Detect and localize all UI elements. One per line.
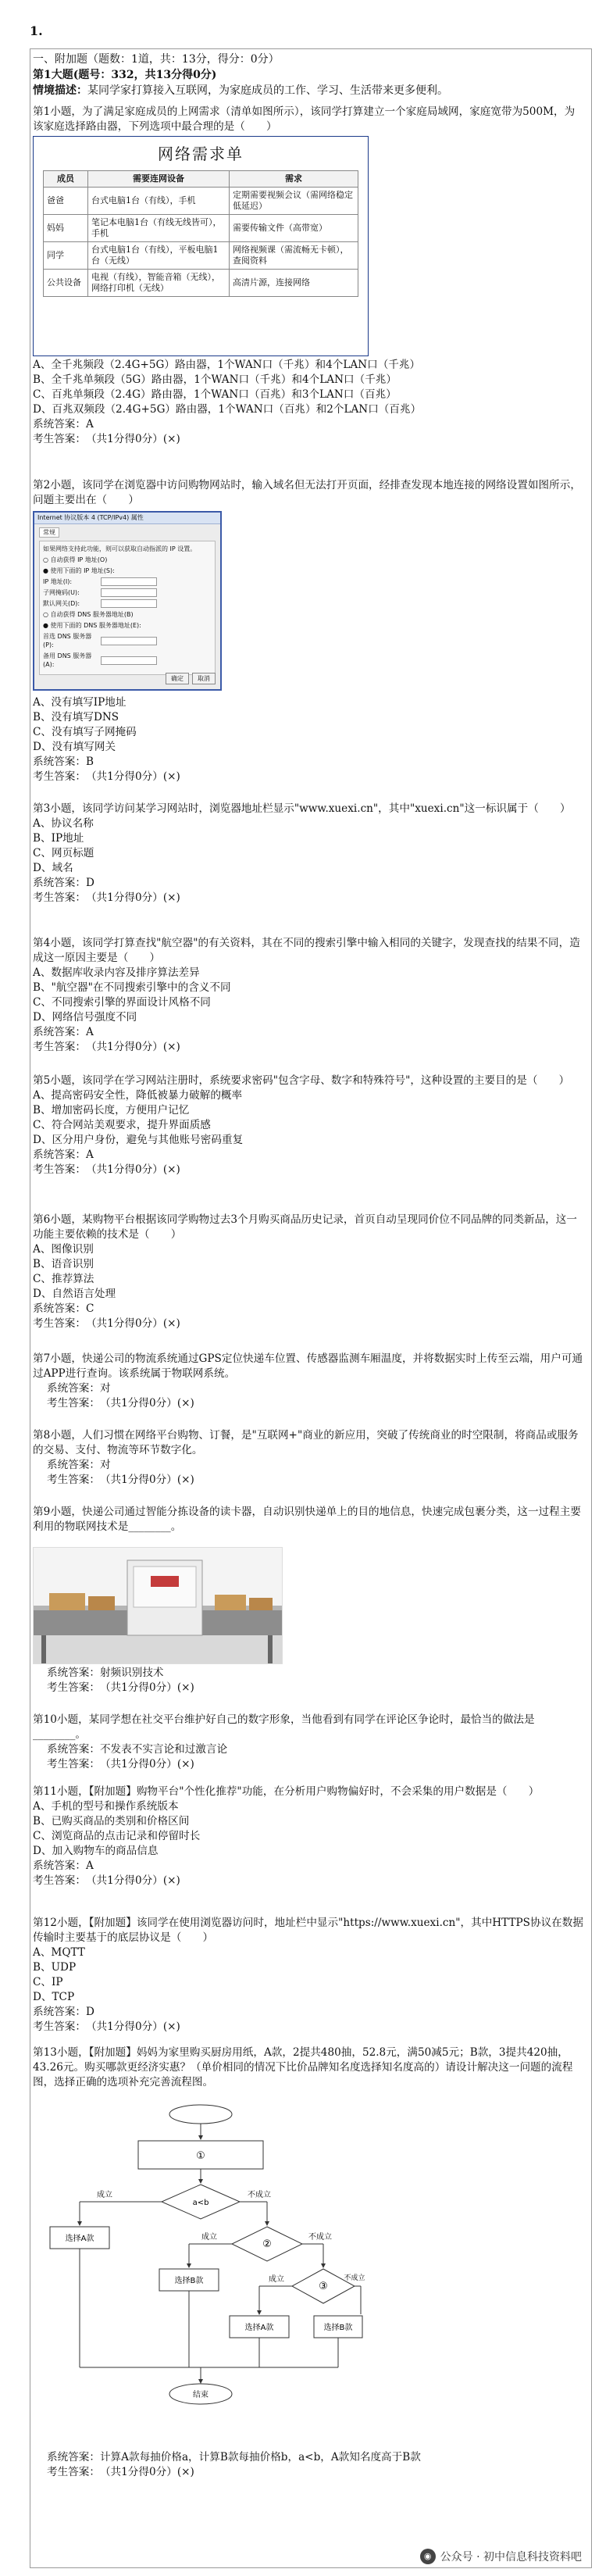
col-device: 需要连网设备: [88, 171, 230, 188]
mask-label: 子网掩码(U):: [43, 589, 80, 596]
student-score: 考生答案： （共1分得0分）(×): [47, 1681, 194, 1694]
option-a: A、没有填写IP地址: [33, 696, 127, 709]
student-score: 考生答案： （共1分得0分）(×): [33, 1874, 180, 1887]
sorting-machine-icon: [34, 1548, 282, 1663]
question-13: [33, 2045, 584, 2090]
option-c: C、符合网站美观要求，提升界面质感: [33, 1119, 211, 1131]
gateway-input: [101, 599, 157, 608]
option-c: C、浏览商品的点击记录和停留时长: [33, 1830, 201, 1842]
option-b: B、没有填写DNS: [33, 711, 119, 723]
student-score: 考生答案： （共1分得0分）(×): [33, 433, 180, 445]
system-answer: 系统答案：D: [33, 877, 94, 889]
cell: 高清片源，连接网络: [230, 270, 358, 297]
question-5: [33, 1074, 584, 1177]
watermark-text: 公众号 · 初中信息科技资料吧: [440, 2551, 582, 2563]
system-answer: 系统答案：A: [33, 1860, 94, 1872]
student-score: 考生答案： （共1分得0分）(×): [47, 1397, 194, 1409]
choose-b2-label: 选择B款: [323, 2324, 353, 2332]
system-answer: 系统答案：A: [33, 1026, 94, 1038]
scenario-label: 情境描述：: [33, 84, 87, 97]
dialog-tab: 常规: [39, 527, 59, 538]
option-b: B、IP地址: [33, 832, 84, 845]
question-3: [33, 802, 584, 906]
cell: 同学: [44, 242, 88, 270]
question-8: [33, 1428, 584, 1488]
option-d: D、百兆双频段（2.4G+5G）路由器，1个WAN口（百兆）和2个LAN口（百兆）: [33, 403, 422, 416]
sorting-machine-photo: [33, 1547, 283, 1664]
system-answer: 系统答案：对: [47, 1459, 111, 1471]
option-c: C、推荐算法: [33, 1273, 94, 1285]
question-10: [33, 1713, 584, 1772]
question-12: [33, 1916, 584, 2035]
dialog-body: [39, 541, 216, 675]
student-score: 考生答案： （共1分得0分）(×): [33, 770, 180, 783]
option-a: A、全千兆频段（2.4G+5G）路由器，1个WAN口（千兆）和4个LAN口（千兆）: [33, 359, 421, 371]
question-7: [33, 1352, 584, 1411]
gateway-label: 默认网关(D):: [43, 600, 80, 607]
q4-stem: 第4小题，该同学打算查找"航空器"的有关资料，其在不同的搜索引擎中输入相同的关键字，发现查找的结果不同，造成这一原因主要是（ ）: [33, 937, 580, 964]
demand-table: [43, 170, 358, 297]
q1-answers: [33, 358, 584, 447]
choose-b-label: 选择B款: [174, 2277, 204, 2285]
tcpip-dialog-figure: [33, 511, 222, 691]
q9-answers: [33, 1666, 584, 1695]
q9-stem: 第9小题，快递公司通过智能分拣设备的读卡器，自动识别快递单上的目的地信息，快速完成包裹分类，这一过程主要利用的物联网技术是________。: [33, 1506, 581, 1533]
yes-label-3: 成立: [269, 2275, 284, 2284]
decision-2-label: ②: [262, 2238, 272, 2250]
table-row: [44, 188, 358, 215]
ip-label: IP 地址(I):: [43, 578, 73, 585]
option-c: C、百兆单频段（2.4G）路由器，1个WAN口（百兆）和3个LAN口（百兆）: [33, 388, 397, 401]
option-c: C、网页标题: [33, 847, 94, 859]
cell: 网络视频课（需流畅无卡顿），查阅资料: [230, 242, 358, 270]
table-row: [44, 215, 358, 242]
watermark: [420, 2549, 582, 2564]
option-d: D、加入购物车的商品信息: [33, 1845, 159, 1857]
option-a: A、手机的型号和操作系统版本: [33, 1800, 179, 1813]
system-answer: 系统答案：B: [33, 756, 94, 768]
no-label-2: 不成立: [308, 2233, 332, 2242]
cell: 需要传输文件（高带宽）: [230, 215, 358, 242]
option-a: A、图像识别: [33, 1243, 94, 1256]
wechat-icon: ◉: [420, 2549, 436, 2564]
student-score: 考生答案： （共1分得0分）(×): [33, 1163, 180, 1176]
question-6: [33, 1213, 584, 1331]
q8-stem: 第8小题，人们习惯在网络平台购物、订餐，是"互联网+"商业的新应用，突破了传统商业的时空限制，将商品或服务的交易、支付、物流等环节数字化。: [33, 1429, 579, 1456]
system-answer: 系统答案：D: [33, 2006, 94, 2018]
student-score: 考生答案： （共1分得0分）(×): [47, 2466, 194, 2478]
cell: 电视（有线），智能音箱（无线），网络打印机（无线）: [88, 270, 230, 297]
option-a: A、数据库收录内容及排序算法差异: [33, 966, 200, 979]
option-b: B、全千兆单频段（5G）路由器，1个WAN口（千兆）和4个LAN口（千兆）: [33, 373, 397, 386]
no-label-3: 不成立: [344, 2274, 365, 2282]
system-answer: 系统答案：对: [47, 1382, 111, 1395]
manual-dns-radio: ● 使用下面的 DNS 服务器地址(E):: [43, 622, 141, 629]
option-a: A、MQTT: [33, 1946, 85, 1959]
q12-stem: 第12小题，【附加题】该同学在使用浏览器访问时，地址栏中显示"https://www.xuexi.cn"，其中HTTPS协议在数据传输时主要基于的底层协议是（ ）: [33, 1917, 583, 1944]
system-answer: 系统答案：计算A款每抽价格a，计算B款每抽价格b，a<b，A款知名度高于B款: [47, 2451, 421, 2463]
option-d: D、没有填写网关: [33, 741, 116, 753]
mask-input: [101, 588, 157, 597]
network-demand-figure: [33, 136, 369, 356]
q11-stem: 第11小题，【附加题】购物平台"个性化推荐"功能，在分析用户购物偏好时，不会采集的用户数据是（ ）: [33, 1785, 540, 1798]
document-number: 1.: [30, 23, 43, 38]
section-title: 一、附加题（题数：1道，共：13分，得分：0分）: [33, 53, 280, 66]
flowchart: [33, 2102, 369, 2414]
student-score: 考生答案： （共1分得0分）(×): [47, 1758, 194, 1770]
figure-title: 网络需求单: [158, 145, 244, 163]
system-answer: 系统答案：A: [33, 1149, 94, 1161]
cell: 公共设备: [44, 270, 88, 297]
dns1-input: [101, 637, 157, 645]
q2-answers: [33, 695, 584, 784]
col-member: 成员: [44, 171, 88, 188]
option-d: D、自然语言处理: [33, 1288, 116, 1300]
q13-answers: [33, 2450, 584, 2480]
question-9: [33, 1505, 584, 1535]
choose-a-label: 选择A款: [65, 2235, 94, 2243]
q1-stem: 第1小题，为了满足家庭成员的上网需求（清单如图所示），该同学打算建立一个家庭局域网，家庭宽带为500M，为该家庭选择路由器，下列选项中最合理的是（ ）: [33, 105, 576, 133]
end-label: 结束: [193, 2391, 208, 2399]
system-answer: 系统答案：射频识别技术: [47, 1667, 164, 1679]
q7-stem: 第7小题，快递公司的物流系统通过GPS定位快递车位置、传感器监测车厢温度，并将数据实时上传至云端，用户可通过APP进行查询。该系统属于物联网系统。: [33, 1352, 583, 1380]
question-4: [33, 936, 584, 1055]
option-b: B、"航空器"在不同搜索引擎中的含义不同: [33, 981, 231, 994]
scenario-text: 某同学家打算接入互联网，为家庭成员的工作、学习、生活带来更多便利。: [87, 84, 448, 97]
decision-3-label: ③: [319, 2281, 328, 2292]
yes-label: 成立: [97, 2191, 112, 2199]
dialog-titlebar: Internet 协议版本 4 (TCP/IPv4) 属性: [34, 513, 220, 524]
option-b: B、增加密码长度，方便用户记忆: [33, 1104, 190, 1117]
cell: 台式电脑1台（有线），平板电脑1台（无线）: [88, 242, 230, 270]
ip-input: [101, 577, 157, 586]
q10-stem: 第10小题，某同学想在社交平台维护好自己的数字形象，当他看到有同学在评论区争论时，最恰当的做法是________。: [33, 1713, 535, 1741]
cancel-button: 取消: [192, 673, 216, 684]
student-score: 考生答案： （共1分得0分）(×): [33, 1041, 180, 1053]
step-1-label: ①: [196, 2150, 205, 2162]
col-need: 需求: [230, 171, 358, 188]
option-b: B、已购买商品的类别和价格区间: [33, 1815, 190, 1827]
manual-ip-radio: ● 使用下面的 IP 地址(S):: [43, 567, 115, 574]
decision-a-lt-b-label: a<b: [192, 2199, 209, 2207]
dns1-label: 首选 DNS 服务器(P):: [43, 633, 92, 648]
option-a: A、提高密码安全性，降低被暴力破解的概率: [33, 1089, 243, 1102]
option-c: C、没有填写子网掩码: [33, 726, 137, 738]
system-answer: 系统答案：不发表不实言论和过激言论: [47, 1743, 228, 1756]
option-c: C、IP: [33, 1976, 63, 1988]
auto-ip-radio: ○ 自动获得 IP 地址(O): [43, 556, 108, 563]
option-d: D、TCP: [33, 1991, 75, 2003]
dialog-hint: 如果网络支持此功能，则可以获取自动指派的 IP 设置。: [43, 545, 197, 552]
option-d: D、区分用户身份，避免与其他账号密码重复: [33, 1134, 244, 1146]
option-d: D、网络信号强度不同: [33, 1011, 137, 1024]
student-score: 考生答案： （共1分得0分）(×): [33, 891, 180, 904]
table-row: [44, 242, 358, 270]
flowchart-figure: [33, 2102, 369, 2414]
cell: 笔记本电脑1台（有线无线皆可），手机: [88, 215, 230, 242]
question-11: [33, 1785, 584, 1888]
option-b: B、UDP: [33, 1961, 77, 1974]
scenario: [33, 83, 448, 98]
dns2-label: 备用 DNS 服务器(A):: [43, 652, 92, 668]
system-answer: 系统答案：A: [33, 418, 94, 431]
option-d: D、域名: [33, 862, 73, 874]
system-answer: 系统答案：C: [33, 1302, 94, 1315]
option-a: A、协议名称: [33, 817, 94, 830]
student-score: 考生答案： （共1分得0分）(×): [33, 2020, 180, 2033]
part-title: 第1大题(题号：332，共13分得0分): [33, 69, 217, 81]
no-label: 不成立: [248, 2191, 271, 2199]
q5-stem: 第5小题，该同学在学习网站注册时，系统要求密码"包含字母、数字和特殊符号"，这种设置的主要目的是（ ）: [33, 1074, 570, 1087]
dns2-input: [101, 656, 157, 665]
auto-dns-radio: ○ 自动获得 DNS 服务器地址(B): [43, 611, 134, 618]
cell: 妈妈: [44, 215, 88, 242]
question-2: [33, 478, 584, 508]
question-1: [33, 105, 584, 134]
table-row: [44, 270, 358, 297]
cell: 台式电脑1台（有线），手机: [88, 188, 230, 215]
student-score: 考生答案： （共1分得0分）(×): [47, 1474, 194, 1486]
choose-a2-label: 选择A款: [244, 2324, 274, 2332]
cell: 定期需要视频会议（需网络稳定低延迟）: [230, 188, 358, 215]
option-c: C、不同搜索引擎的界面设计风格不同: [33, 996, 211, 1009]
ok-button: 确定: [166, 673, 189, 684]
q2-stem: 第2小题，该同学在浏览器中访问购物网站时，输入域名但无法打开页面，经排查发现本地连接的网络设置如图所示，问题主要出在（ ）: [33, 479, 581, 506]
option-b: B、语音识别: [33, 1258, 94, 1270]
q6-stem: 第6小题，某购物平台根据该同学购物过去3个月购买商品历史记录，首页自动呈现同价位不同品牌的同类新品，这一功能主要依赖的技术是（ ）: [33, 1213, 577, 1241]
yes-label-2: 成立: [201, 2233, 217, 2242]
q13-stem: 第13小题，【附加题】妈妈为家里购买厨房用纸，A款，2提共480抽，52.8元，满50减5元；B款，3提共420抽，43.26元。购买哪款更经济实惠？（单价相同的情况下比价品牌知名度选择知名度高的）请设计解决这一问题的流程图，选择正确的选项补充完善流程图。: [33, 2046, 573, 2088]
q3-stem: 第3小题，该同学访问某学习网站时，浏览器地址栏显示"www.xuexi.cn"，其中"xuexi.cn"这一标识属于（ ）: [33, 802, 571, 815]
cell: 爸爸: [44, 188, 88, 215]
student-score: 考生答案： （共1分得0分）(×): [33, 1317, 180, 1330]
